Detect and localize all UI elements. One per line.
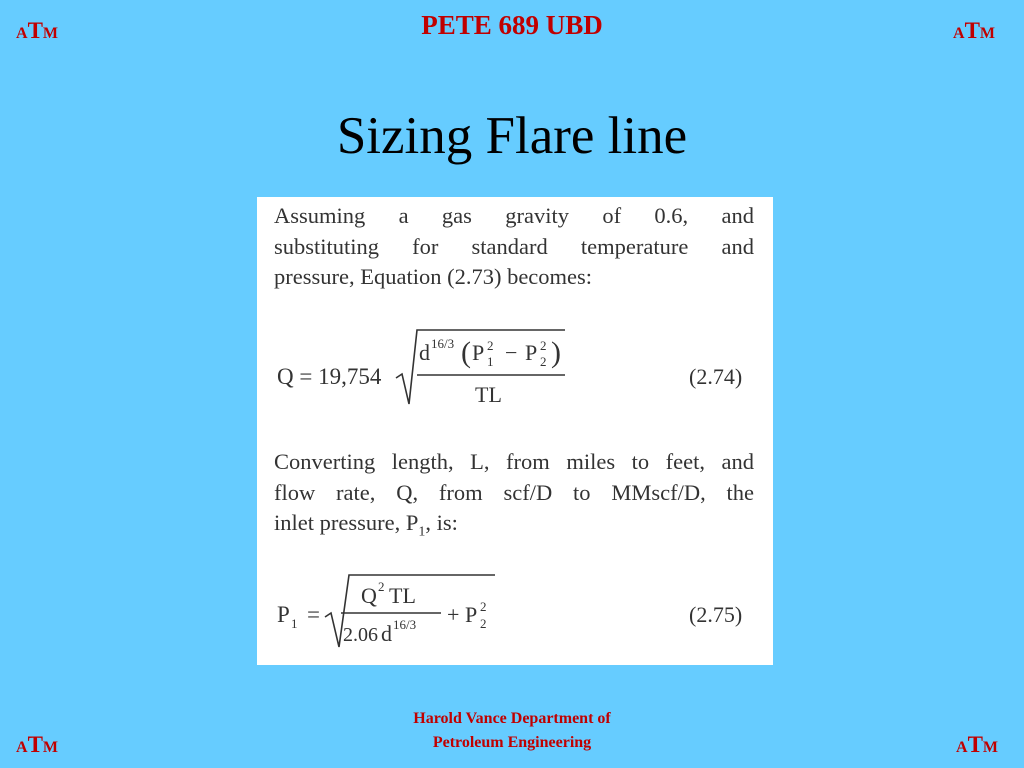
text-line: Assuming a gas gravity of 0.6, and (274, 203, 754, 228)
eq-number: (2.75) (689, 602, 743, 627)
logo-letter: T (27, 18, 43, 43)
eq-q-sup: 2 (378, 579, 385, 594)
logo-letter: M (42, 25, 59, 42)
text-segment: , is: (425, 510, 458, 535)
eq-number: (2.74) (689, 364, 743, 389)
eq-equals: = (307, 602, 320, 627)
logo-letter: A (16, 739, 28, 756)
eq-p2: P (465, 602, 478, 627)
eq-p2-sup: 2 (480, 599, 487, 614)
eq-exp: 16/3 (431, 336, 455, 351)
eq-p2-sup: 2 (540, 338, 547, 353)
eq-p2: P (525, 340, 538, 365)
equation-2-74 (257, 322, 773, 422)
text-line: flow rate, Q, from scf/D to MMscf/D, the (274, 479, 754, 505)
course-header: PETE 689 UBD (421, 10, 603, 40)
footer-department (0, 707, 1024, 755)
slide-title: Sizing Flare line (336, 107, 688, 165)
eq-den-d: d (381, 621, 392, 646)
paragraph-converting (274, 447, 754, 548)
subscript: 1 (418, 524, 426, 540)
eq-q: Q (361, 583, 377, 608)
logo-letter: T (964, 18, 980, 43)
eq-p1: P (472, 340, 485, 365)
footer-line: Petroleum Engineering (432, 734, 592, 751)
text-segment: inlet pressure, P (274, 510, 419, 535)
paren-close: ) (551, 336, 561, 369)
text-line (274, 508, 754, 548)
paren-open: ( (461, 336, 471, 369)
footer-line: Harold Vance Department of (413, 710, 611, 727)
eq-den: TL (475, 382, 502, 407)
text-line: pressure, Equation (2.73) becomes: (274, 264, 593, 289)
equation-2-75 (257, 567, 773, 667)
eq-lhs-sub: 1 (291, 616, 298, 631)
logo-letter: A (953, 25, 965, 42)
logo-letter: T (27, 732, 43, 757)
text-line: Converting length, L, from miles to feet, and (274, 449, 754, 474)
logo-letter: M (979, 25, 996, 42)
eq-p1-sub: 1 (487, 354, 494, 369)
eq-d: d (419, 340, 430, 365)
eq-lhs: Q = 19,754 (277, 364, 382, 389)
eq-p2-sub: 2 (480, 616, 487, 631)
eq-tl: TL (389, 583, 416, 608)
logo-letter: M (982, 739, 999, 756)
logo-letter: T (967, 732, 983, 757)
paragraph-intro (274, 201, 754, 293)
eq-lhs-p: P (277, 602, 290, 627)
logo-letter: A (956, 739, 968, 756)
book-excerpt-panel (257, 197, 773, 665)
logo-letter: A (16, 25, 28, 42)
eq-minus: − (505, 340, 518, 365)
eq-p1-sup: 2 (487, 338, 494, 353)
logo-letter: M (42, 739, 59, 756)
eq-den-exp: 16/3 (393, 617, 417, 632)
eq-den-coef: 2.06 (343, 624, 378, 646)
text-line: substituting for standard temperature and (274, 233, 754, 259)
eq-p2-sub: 2 (540, 354, 547, 369)
eq-plus: + (447, 602, 460, 627)
